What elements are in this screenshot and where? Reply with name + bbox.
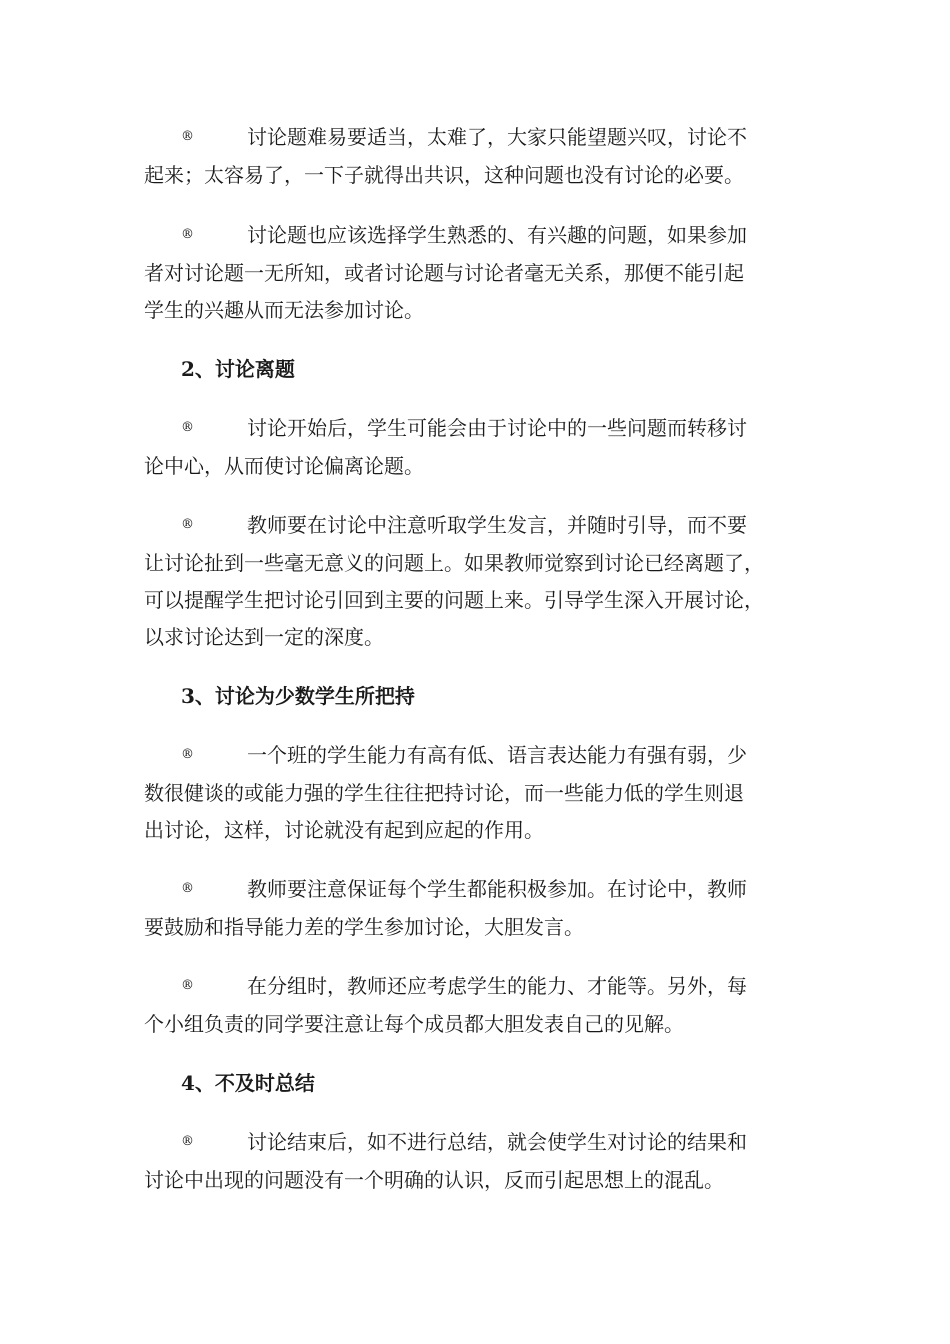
section-heading: 2、讨论离题: [181, 357, 295, 381]
paragraph-line: 以求讨论达到一定的深度。: [144, 625, 384, 649]
section-heading: 3、讨论为少数学生所把持: [181, 684, 415, 708]
paragraph-line: 者对讨论题一无所知，或者讨论题与讨论者毫无关系，那便不能引起: [144, 261, 744, 285]
paragraph-line: 让讨论扯到一些毫无意义的问题上。如果教师觉察到讨论已经离题了，: [144, 551, 764, 575]
paragraph-line: 一个班的学生能力有高有低、语言表达能力有强有弱，少: [247, 743, 747, 767]
paragraph-line: 论中心，从而使讨论偏离论题。: [144, 454, 424, 478]
paragraph-line: 讨论题也应该选择学生熟悉的、有兴趣的问题，如果参加: [247, 223, 747, 247]
paragraph-line: 起来；太容易了，一下子就得出共识，这种问题也没有讨论的必要。: [144, 163, 744, 187]
paragraph-line: 教师要注意保证每个学生都能积极参加。在讨论中，教师: [247, 877, 747, 901]
bullet-marker: ®: [181, 747, 194, 762]
paragraph-line: 讨论结束后，如不进行总结，就会使学生对讨论的结果和: [247, 1130, 747, 1154]
paragraph-line: 出讨论，这样，讨论就没有起到应起的作用。: [144, 818, 544, 842]
bullet-marker: ®: [181, 1134, 194, 1149]
paragraph-line: 在分组时，教师还应考虑学生的能力、才能等。另外，每: [247, 974, 747, 998]
bullet-marker: ®: [181, 517, 194, 532]
paragraph-line: 讨论中出现的问题没有一个明确的认识，反而引起思想上的混乱。: [144, 1168, 724, 1192]
section-heading: 4、不及时总结: [181, 1071, 315, 1095]
paragraph-line: 学生的兴趣从而无法参加讨论。: [144, 298, 424, 322]
paragraph-line: 讨论开始后，学生可能会由于讨论中的一些问题而转移讨: [247, 416, 747, 440]
paragraph-line: 要鼓励和指导能力差的学生参加讨论，大胆发言。: [144, 915, 584, 939]
bullet-marker: ®: [181, 227, 194, 242]
paragraph-line: 个小组负责的同学要注意让每个成员都大胆发表自己的见解。: [144, 1012, 684, 1036]
paragraph-line: 讨论题难易要适当，太难了，大家只能望题兴叹，讨论不: [247, 125, 747, 149]
paragraph-line: 可以提醒学生把讨论引回到主要的问题上来。引导学生深入开展讨论，: [144, 588, 764, 612]
bullet-marker: ®: [181, 129, 194, 144]
bullet-marker: ®: [181, 978, 194, 993]
bullet-marker: ®: [181, 420, 194, 435]
paragraph-line: 教师要在讨论中注意听取学生发言，并随时引导，而不要: [247, 513, 747, 537]
paragraph-line: 数很健谈的或能力强的学生往往把持讨论，而一些能力低的学生则退: [144, 781, 744, 805]
bullet-marker: ®: [181, 881, 194, 896]
